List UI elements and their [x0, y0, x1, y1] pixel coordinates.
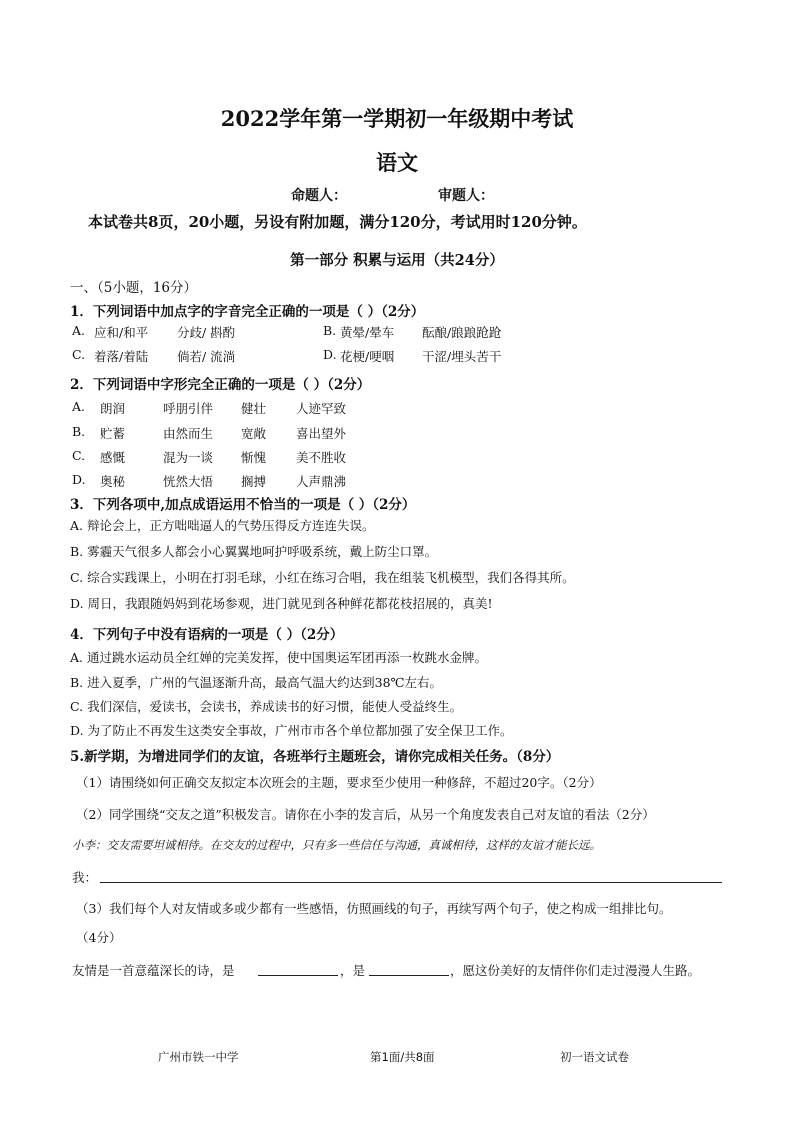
q2-option-a-w3: 健壮 — [241, 401, 267, 416]
author-label: 命题人： — [291, 188, 347, 204]
q5-sub3-line2: （4分） — [76, 930, 122, 945]
q2-option-d-letter: D. — [72, 472, 86, 487]
q2-option-d-w1: 奥秘 — [100, 474, 126, 489]
q2-option-b-w2: 由然而生 — [163, 426, 214, 441]
q4-option-b: B. 进入夏季，广州的气温逐渐升高，最高气温大约达到38℃左右。 — [70, 675, 443, 690]
q1-option-d-word2: 干涩/埋头苦干 — [422, 349, 502, 364]
q5-answer-line[interactable] — [100, 882, 722, 883]
footer-page-number: 第1面/共8面 — [370, 1050, 435, 1064]
q1-option-a-letter: A. — [72, 323, 86, 338]
q4-option-c: C. 我们深信，爱读书，会读书，养成读书的好习惯，能使人受益终生。 — [70, 699, 463, 714]
exam-title: 2022学年第一学期初一年级期中考试 — [220, 106, 574, 131]
q5-fill-middle: ，是 — [340, 963, 366, 978]
q4-option-d: D. 为了防止不再发生这类安全事故，广州市市各个单位都加强了安全保卫工作。 — [70, 723, 513, 738]
q1-stem: 1．下列词语中加点字的字音完全正确的一项是（ ）（2分） — [70, 304, 425, 320]
q2-option-a-w2: 呼朋引伴 — [163, 401, 214, 416]
q5-stem: 5.新学期，为增进同学们的友谊，各班举行主题班会，请你完成相关任务。（8分） — [70, 749, 560, 765]
q1-option-b-letter: B. — [323, 323, 337, 338]
footer-paper-name: 初一语文试卷 — [560, 1050, 629, 1064]
q1-option-c-word1: 着落/着陆 — [94, 349, 149, 364]
q2-option-b-w3: 宽敞 — [241, 426, 267, 441]
q1-option-b-word2: 酝酿/踉踉跄跄 — [422, 325, 502, 340]
q2-option-d-w2: 恍然大悟 — [163, 474, 214, 489]
footer-school: 广州市铁一中学 — [158, 1050, 239, 1064]
q2-option-b-w1: 贮蓄 — [100, 426, 126, 441]
q2-option-b-w4: 喜出望外 — [296, 426, 347, 441]
q3-option-a: A. 辩论会上，正方咄咄逼人的气势压得反方连连失误。 — [70, 518, 375, 533]
part1-title: 第一部分 积累与运用（共24分） — [290, 252, 504, 269]
q5-sub1: （1）请围绕如何正确交友拟定本次班会的主题，要求至少使用一种修辞，不超过20字。（2分） — [76, 775, 602, 790]
q3-option-c: C. 综合实践课上，小明在打羽毛球，小红在练习合唱，我在组装飞机模型，我们各得其所。 — [70, 570, 575, 585]
subject-title: 语文 — [376, 150, 418, 175]
reviewer-label: 审题人： — [438, 188, 494, 204]
q5-sub3-line1: （3）我们每个人对友情或多或少都有一些感悟，仿照画线的句子，再续写两个句子，使之构成一组排比句。 — [76, 901, 672, 916]
q2-option-d-w3: 搁搏 — [241, 474, 267, 489]
q2-option-a-w1: 朗润 — [100, 401, 126, 416]
q3-option-b: B. 雾霾天气很多人都会小心翼翼地呵护呼吸系统，戴上防尘口罩。 — [70, 544, 438, 559]
q5-me-label: 我： — [72, 870, 98, 885]
q1-option-c-word2: 倘若/ 流淌 — [177, 349, 236, 364]
q1-option-d-letter: D. — [323, 347, 337, 362]
q2-stem: 2．下列词语中字形完全正确的一项是（ ）（2分） — [70, 377, 371, 393]
exam-notice: 本试卷共8页，20小题，另设有附加题，满分120分，考试用时120分钟。 — [88, 213, 587, 231]
q2-option-d-w4: 人声鼎沸 — [296, 474, 347, 489]
q1-option-c-letter: C. — [72, 347, 86, 362]
q2-option-c-w3: 惭愧 — [241, 450, 267, 465]
q2-option-c-w2: 混为一谈 — [163, 450, 214, 465]
q2-option-c-w4: 美不胜收 — [296, 450, 347, 465]
q1-option-a-word1: 应和/和平 — [94, 325, 149, 340]
q2-option-a-letter: A. — [72, 399, 86, 414]
q2-option-a-w4: 人迹罕致 — [296, 401, 347, 416]
q5-fill-suffix: ，愿这份美好的友情伴你们走过漫漫人生路。 — [450, 963, 701, 978]
section-heading: 一、（5小题，16分） — [70, 280, 198, 296]
q1-option-a-word2: 分歧/ 斟酌 — [177, 325, 236, 340]
q4-stem: 4．下列句子中没有语病的一项是（ ）（2分） — [70, 627, 344, 643]
q3-stem: 3．下列各项中,加点成语运用不恰当的一项是（ ）（2分） — [70, 497, 416, 513]
q5-sub2: （2）同学围绕“交友之道”积极发言。请你在小李的发言后，从另一个角度发表自己对友谊的看法（2分） — [76, 807, 655, 822]
q5-fill-blank-1[interactable] — [258, 975, 338, 976]
q2-option-b-letter: B. — [72, 424, 86, 439]
q2-option-c-w1: 感慨 — [100, 450, 126, 465]
q2-option-c-letter: C. — [72, 448, 86, 463]
q5-fill-blank-2[interactable] — [369, 975, 449, 976]
q1-option-d-word1: 花梗/哽咽 — [340, 349, 395, 364]
q5-xiaoli-speech: 小李：交友需要坦诚相待。在交友的过程中，只有多一些信任与沟通，真诚相待，这样的友谊才能长远。 — [72, 838, 601, 852]
q5-fill-prefix: 友情是一首意蕴深长的诗，是 — [72, 963, 235, 978]
q1-option-b-word1: 黄晕/晕车 — [340, 325, 395, 340]
q4-option-a: A. 通过跳水运动员全红婵的完美发挥，使中国奥运军团再添一枚跳水金牌。 — [70, 650, 487, 665]
q3-option-d: D. 周日，我跟随妈妈到花场参观，进门就见到各种鲜花都花枝招展的，真美! — [70, 596, 493, 611]
